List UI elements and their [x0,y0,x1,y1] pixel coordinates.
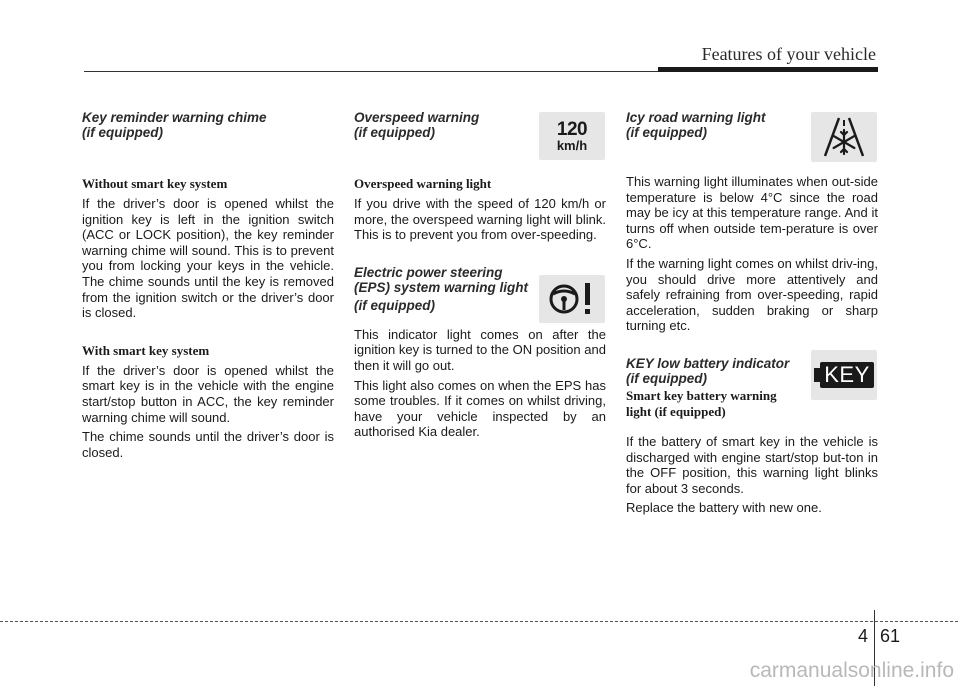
footer-rule [0,621,958,622]
key-battery-icon [811,350,877,400]
key-battery-label: KEY [820,362,874,388]
icy-road-para-1: This warning light illuminates when out-side temperature is below 4°C since the road may be icy at this temperature range. And it turns off when outside tem-perature is over 6°C. [626,174,878,252]
key-reminder-para-3: The chime sounds until the driver’s door is closed. [82,429,334,460]
overspeed-120-icon [539,112,605,160]
icy-road-icon-graphic [819,114,869,160]
with-smart-key-subhead: With smart key system [82,342,210,358]
watermark: carmanualsonline.info [749,659,954,682]
key-battery-para-1: If the battery of smart key in the vehicle is discharged with engine start/stop but-ton in the OFF position, this warning light blinks for about 3 seconds. [626,433,878,496]
icy-road-icon [811,112,877,162]
smart-key-battery-subhead-2: light (if equipped) [626,403,726,419]
overspeed-para: If you drive with the speed of 120 km/h or more, the overspeed warning light will blink. This is to prevent you from over-speeding. [354,196,606,243]
key-battery-heading: KEY low battery indicator [626,355,790,371]
key-reminder-para-2: If the driver’s door is opened whilst the smart key is in the vehicle with the engine start/stop button in ACC, the key reminder warning chime will sound. [82,362,334,425]
eps-para-1: This indicator light comes on after the ignition key is turned to the ON position and then it will go out. [354,326,606,373]
smart-key-battery-subhead-1: Smart key battery warning [626,387,777,403]
key-reminder-heading-equipped: (if equipped) [82,125,163,140]
overspeed-heading-equipped: (if equipped) [354,125,435,140]
header-rule-thin [84,71,704,72]
icy-road-heading: Icy road warning light [626,110,766,125]
eps-heading-line1: Electric power steering [354,264,503,280]
column-icy-road [626,110,878,516]
overspeed-subhead: Overspeed warning light [354,176,492,191]
icy-road-heading-equipped: (if equipped) [626,125,707,140]
key-reminder-para-1: If the driver’s door is opened whilst the ignition key is left in the ignition switch (ACC or LOCK position), the key reminder warning chime will sound. This is to prevent you from locking your keys in the vehicle. The chime sounds until the key is removed from the ignition switch or the driver’s door is closed. [82,196,334,321]
steering-wheel-warning-icon [539,275,605,323]
overspeed-unit: km/h [556,138,588,153]
chapter-number: 4 [858,626,869,646]
icy-road-para-2: If the warning light comes on whilst driv-ing, you should drive more attentively and safely refraining from over-speeding, rapid acceleration, sudden braking or sharp turning etc. [626,255,878,334]
key-reminder-heading: Key reminder warning chime [82,110,267,125]
column-key-reminder [82,110,334,460]
without-smart-key-subhead: Without smart key system [82,176,228,191]
page-header-title: Features of your vehicle [701,44,876,64]
overspeed-heading: Overspeed warning [354,110,480,125]
eps-heading-line3: (if equipped) [354,297,435,313]
eps-para-2: This light also comes on when the EPS has some troubles. If it comes on whilst driving, have your vehicle inspected by an authorised Kia dealer. [354,377,606,440]
eps-heading-line2: (EPS) system warning light [354,279,529,295]
page-number: 61 [880,626,901,646]
overspeed-value: 120 [556,119,588,140]
key-battery-heading-equipped: (if equipped) [626,370,707,386]
header-rule-thick [658,67,878,72]
key-battery-para-2: Replace the battery with new one. [626,500,822,516]
steering-wheel-icon-graphic [544,279,600,319]
